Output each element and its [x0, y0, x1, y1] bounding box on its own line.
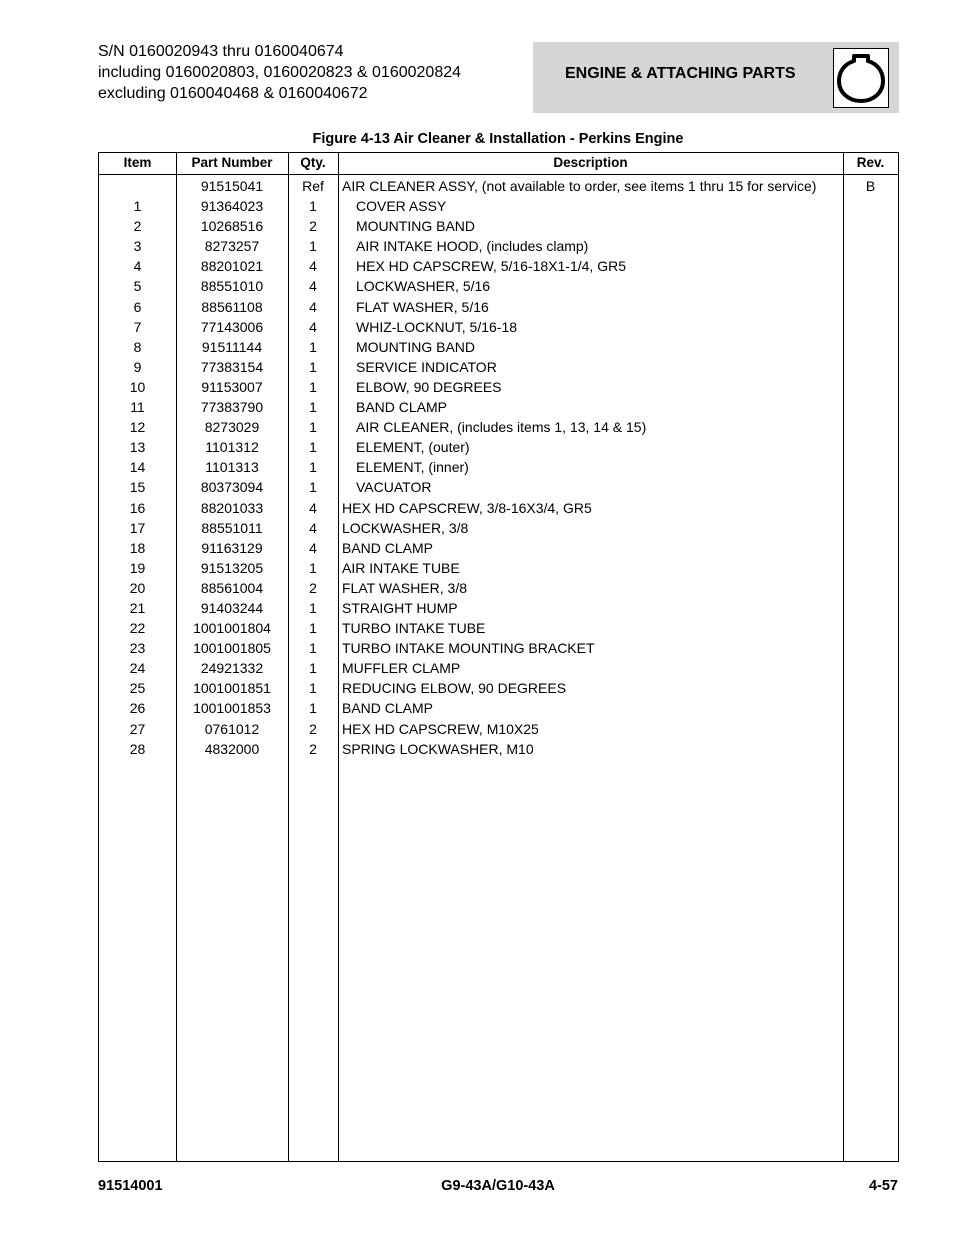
description-cell: AIR INTAKE TUBE: [342, 559, 460, 576]
table-row: [99, 698, 898, 718]
item-number-cell: 9: [133, 358, 142, 375]
item-number-cell: 3: [133, 238, 142, 255]
description-cell: VACUATOR: [356, 479, 432, 496]
part-number-cell: 91403244: [200, 599, 264, 616]
section-header-box: [533, 42, 899, 113]
description-cell: LOCKWASHER, 5/16: [356, 278, 491, 295]
quantity-cell: 1: [309, 238, 317, 255]
description-cell: COVER ASSY: [356, 198, 447, 215]
part-number-cell: 8273257: [204, 238, 260, 255]
item-number-cell: 5: [133, 278, 142, 295]
description-cell: TURBO INTAKE MOUNTING BRACKET: [342, 640, 595, 657]
item-number-cell: 7: [133, 318, 142, 335]
item-number-cell: 19: [129, 559, 146, 576]
part-number-cell: 1001001853: [193, 700, 271, 717]
footer-model: G9-43A/G10-43A: [441, 1178, 555, 1194]
description-cell: WHIZ-LOCKNUT, 5/16-18: [356, 318, 518, 335]
serial-including-line: including 0160020803, 0160020823 & 0160020824: [98, 64, 462, 81]
table-row: [99, 357, 898, 377]
quantity-cell: 1: [309, 459, 317, 476]
table-row: [99, 256, 898, 276]
description-cell: BAND CLAMP: [356, 399, 448, 416]
quantity-cell: 1: [309, 660, 317, 677]
table-row: [99, 638, 898, 658]
item-number-cell: 17: [129, 519, 146, 536]
column-header-item: Item: [123, 155, 152, 170]
part-number-cell: 88551011: [201, 519, 263, 536]
part-number-cell: 80373094: [200, 479, 264, 496]
table-row: [99, 377, 898, 397]
column-header-rev: Rev.: [856, 155, 885, 170]
part-number-cell: 88561004: [200, 579, 264, 596]
quantity-cell: 1: [309, 358, 317, 375]
table-row: [99, 457, 898, 477]
item-number-cell: 26: [129, 700, 146, 717]
header-divider: [99, 174, 898, 175]
part-number-cell: 91153007: [201, 378, 263, 395]
item-number-cell: 27: [129, 720, 146, 737]
table-row: [99, 477, 898, 497]
quantity-cell: 1: [309, 198, 317, 215]
item-number-cell: 21: [129, 599, 146, 616]
table-row: [99, 678, 898, 698]
item-number-cell: 8: [133, 338, 142, 355]
part-number-cell: 91511144: [201, 338, 263, 355]
table-row: [99, 719, 898, 739]
revision-cell: B: [865, 178, 876, 194]
item-number-cell: 1: [133, 198, 142, 215]
quantity-cell: 1: [309, 399, 317, 416]
section-title: ENGINE & ATTACHING PARTS: [565, 65, 796, 82]
part-number-cell: 10268516: [200, 218, 264, 235]
item-number-cell: 18: [129, 539, 146, 556]
table-row: [99, 236, 898, 256]
part-number-cell: 88551010: [200, 278, 264, 295]
table-row: [99, 397, 898, 417]
column-header-qty: Qty.: [300, 155, 326, 170]
quantity-cell: 1: [309, 378, 317, 395]
part-number-cell: 4832000: [204, 740, 260, 757]
item-number-cell: 14: [129, 459, 146, 476]
part-number-cell: 88561108: [201, 298, 263, 315]
description-cell: MUFFLER CLAMP: [342, 660, 461, 677]
quantity-cell: 4: [309, 258, 317, 275]
description-cell: BAND CLAMP: [342, 539, 434, 556]
table-row: [99, 196, 898, 216]
quantity-cell: 4: [309, 519, 317, 536]
description-cell: ELBOW, 90 DEGREES: [356, 378, 502, 395]
item-number-cell: 4: [133, 258, 142, 275]
part-number-cell: 1001001805: [193, 640, 271, 657]
part-number-cell: 91364023: [200, 198, 264, 215]
item-number-cell: 15: [129, 479, 146, 496]
description-cell: FLAT WASHER, 3/8: [342, 579, 467, 596]
description-cell: FLAT WASHER, 5/16: [356, 298, 489, 315]
description-cell: MOUNTING BAND: [356, 338, 475, 355]
table-row: [99, 538, 898, 558]
table-row: [99, 558, 898, 578]
quantity-cell: 4: [309, 318, 317, 335]
table-row: [99, 518, 898, 538]
quantity-cell: 1: [309, 640, 317, 657]
item-number-cell: 16: [129, 499, 146, 516]
description-cell: AIR CLEANER, (includes items 1, 13, 14 & 15): [356, 419, 647, 436]
quantity-cell: 1: [309, 479, 317, 496]
quantity-cell: 1: [309, 559, 317, 576]
item-number-cell: 2: [133, 218, 142, 235]
description-cell: AIR CLEANER ASSY, (not available to order, see items 1 thru 15 for service): [342, 178, 817, 194]
table-row: [99, 337, 898, 357]
parts-table: [98, 152, 899, 1162]
part-number-cell: 77143006: [200, 318, 264, 335]
part-number-cell: 77383154: [200, 358, 264, 375]
quantity-cell: 1: [309, 599, 317, 616]
table-row: [99, 297, 898, 317]
quantity-cell: 4: [309, 539, 317, 556]
quantity-cell: 1: [309, 338, 317, 355]
quantity-cell: 1: [309, 620, 317, 637]
description-cell: SERVICE INDICATOR: [356, 358, 497, 375]
table-row: [99, 578, 898, 598]
column-header-description: Description: [553, 155, 628, 170]
part-number-cell: 1001001851: [193, 680, 271, 697]
part-number-cell: 91515041: [200, 178, 264, 194]
part-number-cell: 8273029: [204, 419, 260, 436]
item-number-cell: 22: [129, 620, 146, 637]
description-cell: HEX HD CAPSCREW, 5/16-18X1-1/4, GR5: [356, 258, 626, 275]
item-number-cell: 23: [129, 640, 146, 657]
description-cell: ELEMENT, (inner): [356, 459, 469, 476]
quantity-cell: 2: [309, 720, 317, 737]
quantity-cell: 1: [309, 419, 317, 436]
part-number-cell: 91163129: [201, 539, 263, 556]
quantity-cell: 2: [309, 218, 317, 235]
item-number-cell: 10: [129, 378, 146, 395]
table-row: [99, 739, 898, 759]
description-cell: REDUCING ELBOW, 90 DEGREES: [342, 680, 567, 697]
item-number-cell: 28: [129, 740, 146, 757]
quantity-cell: 4: [309, 298, 317, 315]
item-number-cell: 13: [129, 439, 146, 456]
part-number-cell: 1001001804: [193, 620, 271, 637]
footer-page-number: 4-57: [868, 1178, 898, 1194]
serial-excluding-line: excluding 0160040468 & 0160040672: [98, 85, 368, 102]
table-row: [99, 498, 898, 518]
table-row: [99, 276, 898, 296]
description-cell: LOCKWASHER, 3/8: [342, 519, 469, 536]
description-cell: ELEMENT, (outer): [356, 439, 470, 456]
engine-outline-icon: [833, 48, 889, 108]
table-row: [99, 417, 898, 437]
quantity-cell: Ref: [302, 178, 324, 194]
serial-number-block: [98, 41, 461, 104]
part-number-cell: 1101313: [205, 459, 259, 476]
description-cell: HEX HD CAPSCREW, M10X25: [342, 720, 539, 737]
column-header-part-number: Part Number: [191, 155, 273, 170]
table-row: [99, 216, 898, 236]
table-row: [99, 437, 898, 457]
table-row: [99, 618, 898, 638]
description-cell: TURBO INTAKE TUBE: [342, 620, 486, 637]
quantity-cell: 2: [309, 579, 317, 596]
part-number-cell: 88201021: [200, 258, 264, 275]
description-cell: SPRING LOCKWASHER, M10: [342, 740, 534, 757]
description-cell: HEX HD CAPSCREW, 3/8-16X3/4, GR5: [342, 499, 592, 516]
table-row: [99, 598, 898, 618]
table-row: [99, 176, 898, 196]
table-row: [99, 658, 898, 678]
serial-range-line: S/N 0160020943 thru 0160040674: [98, 43, 344, 60]
item-number-cell: 12: [129, 419, 146, 436]
part-number-cell: 0761012: [204, 720, 260, 737]
quantity-cell: 1: [309, 700, 317, 717]
figure-title: Figure 4-13 Air Cleaner & Installation - Perkins Engine: [312, 131, 684, 147]
item-number-cell: 6: [133, 298, 142, 315]
part-number-cell: 77383790: [200, 399, 264, 416]
quantity-cell: 1: [309, 439, 317, 456]
part-number-cell: 1101312: [205, 439, 259, 456]
table-row: [99, 317, 898, 337]
quantity-cell: 2: [309, 740, 317, 757]
footer-doc-number: 91514001: [98, 1178, 163, 1194]
part-number-cell: 24921332: [200, 660, 264, 677]
part-number-cell: 88201033: [200, 499, 264, 516]
description-cell: STRAIGHT HUMP: [342, 599, 458, 616]
description-cell: AIR INTAKE HOOD, (includes clamp): [356, 238, 589, 255]
item-number-cell: 24: [129, 660, 146, 677]
description-cell: BAND CLAMP: [342, 700, 434, 717]
item-number-cell: 11: [130, 399, 145, 416]
description-cell: MOUNTING BAND: [356, 218, 475, 235]
quantity-cell: 1: [309, 680, 317, 697]
item-number-cell: 25: [129, 680, 146, 697]
table-body: [99, 176, 898, 759]
quantity-cell: 4: [309, 499, 317, 516]
quantity-cell: 4: [309, 278, 317, 295]
item-number-cell: 20: [129, 579, 146, 596]
part-number-cell: 91513205: [200, 559, 264, 576]
